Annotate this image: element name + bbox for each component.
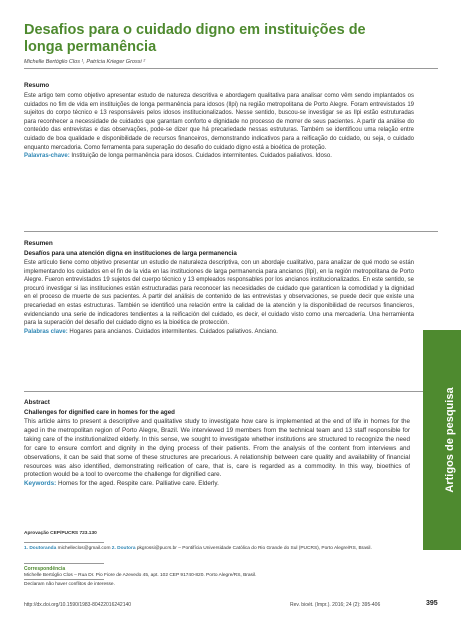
affiliation-1-label: 1. Doutoranda — [24, 546, 57, 551]
page-number: 395 — [426, 600, 438, 607]
correspondence-heading: Correspondência — [24, 566, 66, 572]
affiliation-1-email: michelleclos@gmail.com — [56, 546, 112, 551]
resumo-text: Este artigo tem como objetivo apresentar estudo de natureza descritiva e abordagem qualitativa para analisar como vêm sendo implantados os cuidados no fim de vida em instituições de longa permanência para idosos (Ilpi) na região metropolitana de Porto Alegre. Foram entrevistados 19 sujeitos do corpo técnico e 13 responsáveis pelos idosos institucionalizados. Nesse sentido, buscou-se investigar se as Ilpi estão estruturadas para reconhecer a necessidade de cuidados que garantam conforto e dignidade no processo de morrer de seus pacientes. A partir da análise do conteúdo das entrevistas e das observações, pode-se dizer que há precariedade nessas estruturas. Também se identificou uma relação entre cuidado de boa qualidade e disponibilidade de recursos financeiros, demonstrando indicativos para a reificação do cuidado, ou seja, o cuidado enquanto mercadoria. Como ferramenta para superação do desafio do cuidado digno está a bioética de proteção. — [24, 93, 414, 151]
correspondence — [24, 566, 414, 580]
corr-rule — [24, 563, 104, 564]
resumen-keywords-label: Palabras clave: — [24, 328, 68, 335]
journal-citation: Rev. bioét. (Impr.). 2016; 24 (2): 395-406 — [290, 602, 381, 608]
resumen-section — [24, 240, 414, 336]
resumo-keywords-text: Instituição de longa permanência para idosos. Cuidados intermitentes. Cuidados paliativos. Idoso. — [69, 153, 332, 160]
resumo-keywords-label: Palavras-chave: — [24, 153, 70, 160]
approval-note — [24, 531, 414, 538]
resumo-keywords — [24, 152, 414, 161]
resumen-keywords — [24, 328, 414, 337]
abstract-subtitle: Challenges for dignified care in homes for the aged — [24, 409, 175, 416]
approval-text: Aprovação CEP/PUCRS 723.130 — [24, 531, 97, 536]
abstract-section — [24, 399, 410, 489]
abstract-keywords-text: Homes for the aged. Respite care. Palliative care. Elderly. — [56, 480, 219, 488]
author-list: Michelle Bertóglio Clos ¹, Patrícia Krieger Grossi ² — [24, 59, 146, 65]
affiliation-2-label: 2. Doutora — [111, 546, 136, 551]
abstract-text: This article aims to present a descriptive and qualitative study to investigate how care is implemented at the end of life in homes for the aged in the metropolitan region of Porto Alegre, Brazil. We interviewed 19 members from the technical team and 13 staff responsible for taking care of the institutionalized elderly. In this sense, we sought to investigate whether institutions are structured to recognize the need for care to ensure comfort and dignity in the dying process of their patients. From the analysis of the content from interviews and observations, it can be said that some of these structures are precarious. A relationship between care quality and availability of financial resources was also identified, demonstrating reification of care, that is, care is regarded as a commodity. In this way, bioethics of protection would be a tool to overcome the challenge for dignified care. — [24, 418, 410, 479]
resumen-subtitle: Desafíos para una atención digna en instituciones de larga permanencia — [24, 250, 237, 257]
section-rule-2 — [24, 391, 438, 392]
affiliation-2-text: pkgrossi@pucrs.br – Pontifícia Universidade Católica do Rio Grande do Sul (PUCRS), Porto Alegre/RS, Brasil. — [135, 546, 372, 551]
affiliations — [24, 546, 414, 553]
resumo-heading: Resumo — [24, 82, 50, 89]
resumen-heading: Resumen — [24, 240, 53, 247]
article-title: Desafios para o cuidado digno em instituições de longa permanência — [24, 22, 366, 55]
footnote-rule — [24, 542, 104, 543]
resumo-section — [24, 82, 414, 161]
abstract-keywords — [24, 480, 410, 489]
conflict-note — [24, 582, 414, 589]
correspondence-text: Michelle Bertóglio Clos – Rua Dr. Pio Fiore de Azevedo 45, apt. 102 CEP 91740-820. Porto Alegre/RS, Brasil. — [24, 573, 257, 578]
abstract-heading: Abstract — [24, 399, 50, 406]
conflict-text: Declaram não haver conflitos de interesse. — [24, 582, 115, 587]
section-side-label: Artigos de pesquisa — [444, 387, 456, 493]
conflict-rule — [24, 579, 104, 580]
section-rule-1 — [24, 231, 438, 232]
affiliation-text — [24, 546, 414, 553]
header-rule — [24, 68, 438, 69]
section-side-tab — [423, 330, 461, 550]
doi-link[interactable]: http://dx.doi.org/10.1590/1983-80422016242140 — [24, 602, 132, 608]
abstract-keywords-label: Keywords: — [24, 480, 57, 488]
resumen-text: Este artículo tiene como objetivo presentar un estudio de naturaleza descriptiva, con un abordaje cualitativo, para analizar de qué modo se están implementando los cuidados en el fin de la vida en las instituciones de larga permanencia para ancianos (Ilpi), en la región metropolitana de Porto Alegre. Fueron entrevistados 19 sujetos del cuerpo técnico y 13 empleados responsables por los ancianos institucionalizados. En este sentido, se procuró investigar si las instituciones están estructuradas para reconocer las necesidades de cuidado que garanticen la comodidad y la dignidad en el proceso de muerte de sus pacientes. A partir del análisis de contenido de las entrevistas y observaciones, se puede decir que existe una precariedad en estas estructuras. También se identificó una relación entre la calidad de la atención y la disponibilidad de recursos financieros, evidenciando una serie de indicadores tendientes a la reificación del cuidado, es decir, el cuidado visto como una mercadería. Una herramienta para la superación del desafío del cuidado digno es la bioética de protección. — [24, 260, 414, 327]
resumen-keywords-text: Hogares para ancianos. Cuidados intermitentes. Cuidados paliativos. Anciano. — [67, 328, 278, 335]
